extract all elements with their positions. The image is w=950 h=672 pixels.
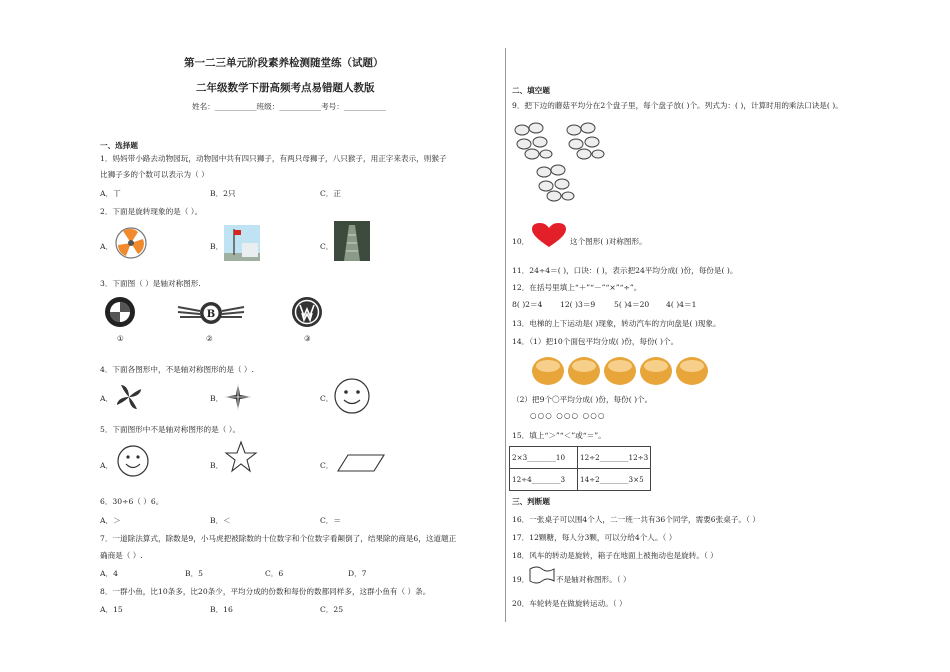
question-15: 15．填上“＞”“＜”或“＝”。 bbox=[512, 431, 606, 440]
table-row bbox=[510, 447, 651, 469]
comparison-table bbox=[509, 446, 651, 491]
question-19-text: 不是轴对称图形。（ ） bbox=[556, 575, 631, 584]
section-choice-title: 一、选择题 bbox=[100, 141, 138, 150]
page-title: 第一二三单元阶段素养检测随堂练（试题） bbox=[184, 57, 384, 69]
question-12: 12．在括号里填上“＋”“－”“×”“÷”。 bbox=[512, 283, 642, 292]
q12-item-1: 8( )2＝4 bbox=[512, 300, 543, 309]
student-info-line: 姓名：___________班级：___________考号：___________ bbox=[192, 102, 386, 111]
question-20: 20．车轮转是在做旋转运动。（ ） bbox=[512, 599, 627, 608]
q5-option-c: C． bbox=[320, 461, 334, 470]
smiley-face-icon bbox=[116, 444, 150, 478]
question-16: 16．一张桌子可以围4个人，二一班一共有36个同学，需要6张桌子。（ ） bbox=[512, 515, 760, 524]
q6-option-c: C．＝ bbox=[320, 516, 341, 525]
q8-option-a: A．15 bbox=[100, 605, 123, 614]
question-7-line1: 7．一道除法算式，除数是9，小马虎把被除数的十位数字和个位数字看颠倒了，结果除的商是6，这道题正 bbox=[100, 534, 457, 543]
table-cell[interactable]: 2×3________10 bbox=[510, 447, 578, 469]
question-3: 3．下面图（ ）是轴对称图形. bbox=[100, 279, 201, 288]
q3-label-2: ② bbox=[206, 334, 213, 343]
parallelogram-shape-icon bbox=[336, 453, 386, 473]
svg-text:B: B bbox=[206, 309, 216, 320]
question-2: 2．下面是旋转现象的是（ ）。 bbox=[100, 207, 203, 216]
question-9: 9．把下边的蘑菇平均分在2个盘子里，每个盘子放( )个。列式为：( )，计算时用的乘法口诀是( )。 bbox=[512, 101, 843, 110]
question-1-line2: 比狮子多的个数可以表示为（ ） bbox=[100, 170, 209, 179]
question-8: 8．一群小鱼，比10条多，比20条少，平均分成的份数和每份的数都同样多，这群小鱼有（ ）条。 bbox=[100, 587, 431, 596]
q12-item-4: 4( )4＝1 bbox=[666, 300, 697, 309]
q6-option-b: B．＜ bbox=[210, 516, 231, 525]
q2-option-c: C． bbox=[320, 242, 334, 251]
question-18: 18．风车的转动是旋转，箱子在地面上被拖动也是旋转。（ ） bbox=[512, 551, 718, 560]
page-subtitle: 二年级数学下册高频考点易错题人教版 bbox=[196, 82, 375, 94]
table-cell[interactable]: 14÷2________3×5 bbox=[578, 469, 651, 491]
bread-row-icon bbox=[530, 354, 708, 388]
bmw-logo-icon bbox=[104, 296, 136, 328]
table-row bbox=[510, 469, 651, 491]
wavy-flag-shape-icon bbox=[528, 565, 556, 585]
q1-option-b: B．2只 bbox=[210, 189, 236, 198]
q12-item-2: 12( )3＝9 bbox=[560, 300, 596, 309]
q2-option-a: A． bbox=[100, 242, 114, 251]
q1-option-a: A．丅 bbox=[100, 189, 121, 198]
question-14-part1: 14．（1）把10个面包平均分成( )份，每份( )个。 bbox=[512, 337, 679, 346]
question-10-number: 10． bbox=[512, 237, 530, 246]
table-cell[interactable]: 12÷2________12÷3 bbox=[578, 447, 651, 469]
question-19-number: 19． bbox=[512, 575, 530, 584]
q7-option-b: B．5 bbox=[185, 569, 204, 578]
question-6: 6．30÷6（ ）6。 bbox=[100, 497, 164, 506]
q6-option-a: A．＞ bbox=[100, 516, 121, 525]
fan-icon bbox=[114, 226, 148, 260]
section-judge-title: 三、判断题 bbox=[512, 497, 550, 506]
q2-option-b: B． bbox=[210, 242, 224, 251]
q8-option-b: B．16 bbox=[210, 605, 233, 614]
q1-option-c: C．正 bbox=[320, 189, 341, 198]
q7-option-d: D．7 bbox=[348, 569, 367, 578]
mushroom-groups-icon bbox=[512, 120, 617, 206]
pinwheel-shape-icon bbox=[113, 381, 145, 413]
question-10-text: 这个图形( )对称图形。 bbox=[570, 237, 647, 246]
question-4: 4．下面各图形中，不是轴对称图形的是（ ）. bbox=[100, 365, 254, 374]
q4-option-b: B． bbox=[210, 394, 224, 403]
q3-label-3: ③ bbox=[304, 334, 311, 343]
section-fill-title: 二、填空题 bbox=[512, 86, 550, 95]
question-11: 11．24÷4＝( )，口诀：( )，表示把24平均分成( )份，每份是( )。 bbox=[512, 266, 738, 275]
four-point-star-icon bbox=[222, 381, 254, 413]
volkswagen-logo-icon bbox=[291, 296, 323, 328]
q4-option-a: A． bbox=[100, 394, 114, 403]
question-14-part2: （2）把9个〇平均分成( )份，每份( )个。 bbox=[512, 395, 653, 404]
circle-groups: ○○○ ○○○ ○○○ bbox=[530, 411, 606, 420]
q5-option-b: B． bbox=[210, 461, 224, 470]
q12-item-3: 5( )4＝20 bbox=[614, 300, 650, 309]
question-7-line2: 确商是（ ）. bbox=[100, 551, 143, 560]
escalator-photo-icon bbox=[334, 221, 370, 261]
flag-pole-icon bbox=[224, 225, 260, 261]
bentley-logo-icon bbox=[176, 299, 246, 327]
q4-option-c: C． bbox=[320, 394, 334, 403]
question-13: 13．电梯的上下运动是( )现象，转动汽车的方向盘是( )现象。 bbox=[512, 319, 721, 328]
heart-shape-icon bbox=[531, 222, 567, 248]
question-17: 17．12颗糖，每人分3颗，可以分给4个人。（ ） bbox=[512, 533, 677, 542]
q3-label-1: ① bbox=[117, 334, 124, 343]
smiley-face-icon bbox=[332, 376, 372, 416]
question-5: 5．下面图形中不是轴对称图形的是（ ）。 bbox=[100, 425, 241, 434]
q8-option-c: C．25 bbox=[320, 605, 344, 614]
star-shape-icon bbox=[224, 440, 258, 474]
question-1-line1: 1．妈妈带小路去动物园玩，动物园中共有四只狮子，有两只母狮子，八只猴子，用正字来表示，则猴子 bbox=[100, 154, 447, 163]
q7-option-c: C．6 bbox=[265, 569, 284, 578]
column-divider bbox=[505, 48, 506, 622]
q5-option-a: A． bbox=[100, 461, 114, 470]
q7-option-a: A．4 bbox=[100, 569, 118, 578]
table-cell[interactable]: 12÷4________3 bbox=[510, 469, 578, 491]
